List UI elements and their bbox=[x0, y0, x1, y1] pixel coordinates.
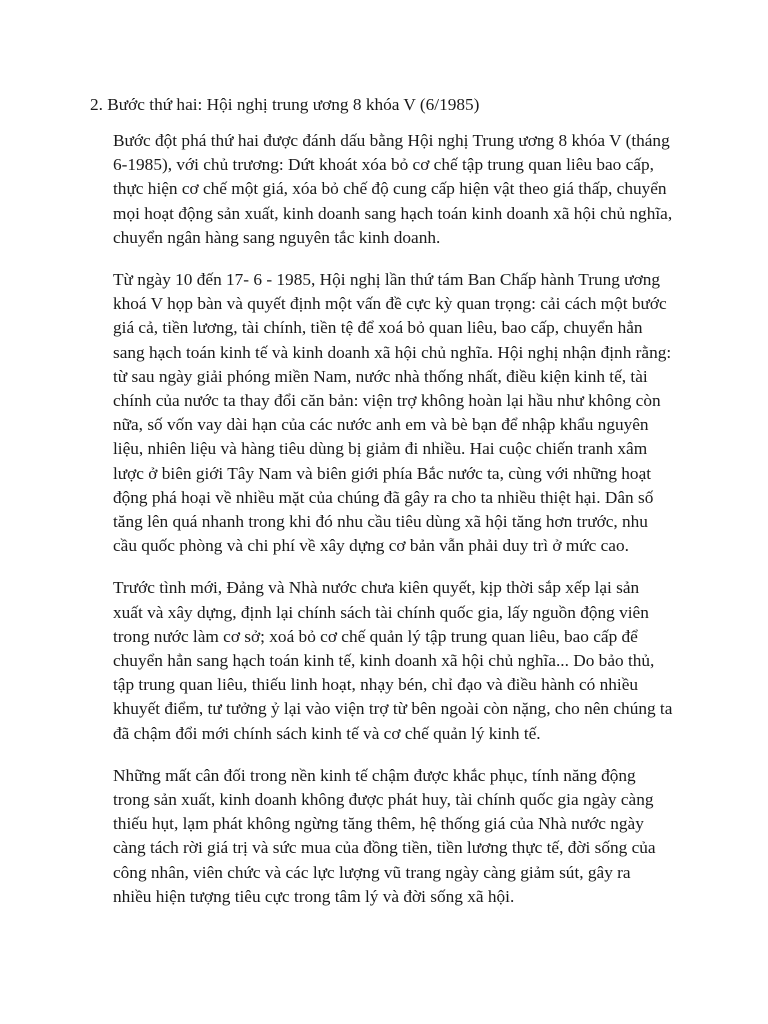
paragraph-3: Trước tình mới, Đảng và Nhà nước chưa kiên quyết, kịp thời sắp xếp lại sản xuất và xây dựng, định lại chính sách tài chính quốc gia, lấy nguồn động viên trong nước làm cơ sở; xoá bỏ cơ chế quản lý tập trung quan liêu, bao cấp để chuyển hẳn sang hạch toán kinh tế, kinh doanh xã hội chủ nghĩa... Do bảo thủ, tập trung quan liêu, thiếu linh hoạt, nhạy bén, chỉ đạo và điều hành có nhiều khuyết điểm, tư tưởng ỷ lại vào viện trợ từ bên ngoài còn nặng, cho nên chúng ta đã chậm đổi mới chính sách kinh tế và cơ chế quản lý kinh tế. bbox=[113, 578, 673, 743]
section-heading: 2. Bước thứ hai: Hội nghị trung ương 8 khóa V (6/1985) bbox=[90, 95, 480, 114]
body-text bbox=[113, 129, 673, 927]
paragraph-2: Từ ngày 10 đến 17- 6 - 1985, Hội nghị lần thứ tám Ban Chấp hành Trung ương khoá V họp bàn và quyết định một vấn đề cực kỳ quan trọng: cải cách một bước giá cả, tiền lương, tài chính, tiền tệ để xoá bỏ quan liêu, bao cấp, chuyển hẳn sang hạch toán kinh tế và kinh doanh xã hội chủ nghĩa. Hội nghị nhận định rằng: từ sau ngày giải phóng miền Nam, nước nhà thống nhất, điều kiện kinh tế, tài chính của nước ta thay đổi căn bản: viện trợ không hoàn lại hầu như không còn nữa, số vốn vay dài hạn của các nước anh em và bè bạn để nhập khẩu nguyên liệu, nhiên liệu và hàng tiêu dùng bị giảm đi nhiều. Hai cuộc chiến tranh xâm lược ở biên giới Tây Nam và biên giới phía Bắc nước ta, cùng với những hoạt động phá hoại về nhiều mặt của chúng đã gây ra cho ta nhiều thiệt hại. Dân số tăng lên quá nhanh trong khi đó nhu cầu tiêu dùng xã hội tăng hơn trước, nhu cầu quốc phòng và chi phí về xây dựng cơ bản vẫn phải duy trì ở mức cao. bbox=[113, 270, 672, 556]
paragraph-1: Bước đột phá thứ hai được đánh dấu bằng Hội nghị Trung ương 8 khóa V (tháng 6-1985), với chủ trương: Dứt khoát xóa bỏ cơ chế tập trung quan liêu bao cấp, thực hiện cơ chế một giá, xóa bỏ chế độ cung cấp hiện vật theo giá thấp, chuyển mọi hoạt động sản xuất, kinh doanh sang hạch toán kinh doanh xã hội chủ nghĩa, chuyển ngân hàng sang nguyên tắc kinh doanh. bbox=[113, 131, 673, 247]
paragraph-4: Những mất cân đối trong nền kinh tế chậm được khắc phục, tính năng động trong sản xuất, kinh doanh không được phát huy, tài chính quốc gia ngày càng thiếu hụt, lạm phát không ngừng tăng thêm, hệ thống giá của Nhà nước ngày càng tách rời giá trị và sức mua của đồng tiền, tiền lương thực tế, đời sống của công nhân, viên chức và các lực lượng vũ trang ngày càng giảm sút, gây ra nhiều hiện tượng tiêu cực trong tâm lý và đời sống xã hội. bbox=[113, 765, 656, 906]
